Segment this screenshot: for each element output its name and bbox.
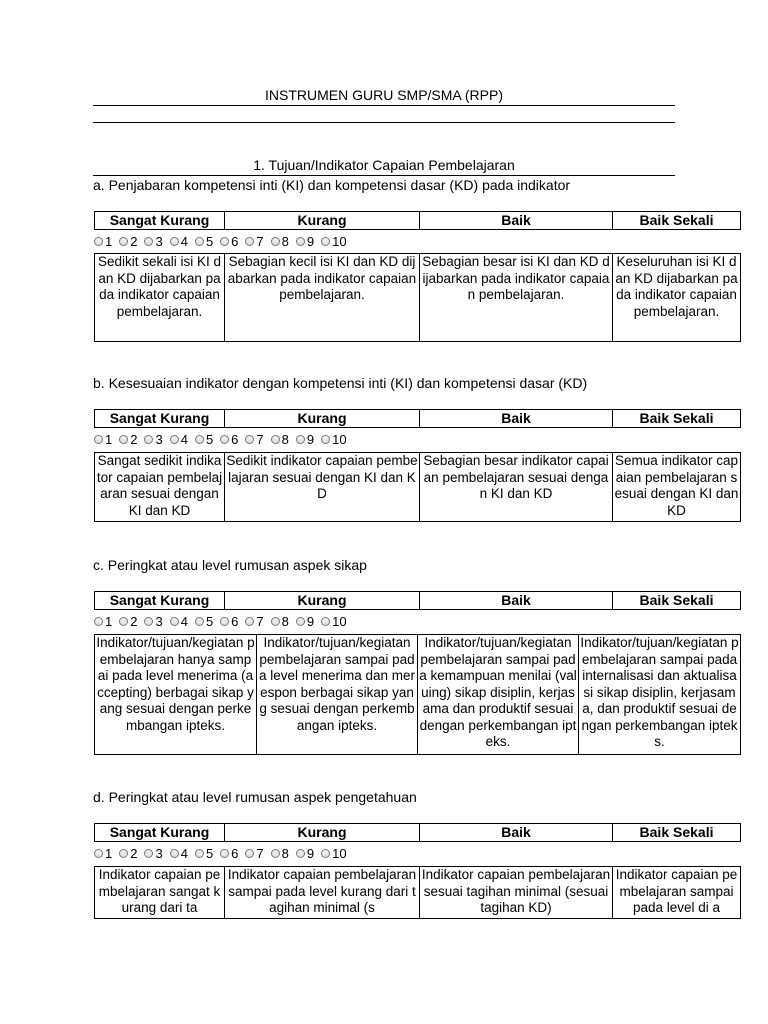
radio-circle-icon[interactable]: [271, 849, 280, 858]
rating-radio-7[interactable]: [245, 432, 267, 447]
radio-number-label: 8: [281, 613, 289, 629]
rating-radio-3[interactable]: [144, 432, 166, 447]
item-c-descriptions: [94, 634, 741, 755]
header-baik-sekali: Baik Sekali: [612, 212, 740, 229]
radio-number-label: 7: [256, 613, 264, 629]
header-kurang: Kurang: [224, 410, 419, 427]
rating-radio-2[interactable]: [119, 432, 141, 447]
radio-circle-icon[interactable]: [144, 617, 153, 626]
rating-radio-6[interactable]: [220, 234, 242, 249]
item-a-scale-header: [94, 211, 741, 230]
desc-sangat-kurang: Indikator capaian pembelajaran sangat kurang dari ta: [98, 867, 221, 915]
desc-kurang: Indikator/tujuan/kegiatan pembelajaran sampai pada level menerima dan merespon berbagai sikap yang sesuai dengan perkembangan ipteks.: [256, 635, 417, 754]
header-baik-sekali: Baik Sekali: [612, 824, 740, 841]
radio-circle-icon[interactable]: [245, 435, 254, 444]
rating-radio-9[interactable]: [296, 846, 318, 861]
radio-number-label: 7: [256, 431, 264, 447]
radio-number-label: 5: [205, 233, 214, 249]
radio-number-label: 6: [231, 845, 239, 861]
rating-radio-1[interactable]: [94, 432, 116, 447]
item-c-heading: c. Peringkat atau level rumusan aspek sikap: [93, 557, 367, 573]
radio-circle-icon[interactable]: [220, 435, 229, 444]
desc-baik-sekali: Semua indikator capaian pembelajaran sesuai dengan KI dan KD: [612, 453, 740, 521]
desc-baik: Sebagian besar indikator capaian pembelajaran sesuai dengan KI dan KD: [419, 453, 612, 521]
rating-radio-5[interactable]: [195, 234, 217, 249]
radio-number-label: 9: [306, 613, 315, 629]
rating-radio-3[interactable]: [144, 846, 166, 861]
radio-circle-icon[interactable]: [170, 617, 179, 626]
radio-number-label: 9: [306, 431, 315, 447]
radio-circle-icon[interactable]: [220, 237, 229, 246]
rating-radio-8[interactable]: [271, 614, 293, 629]
desc-sangat-kurang: Indikator/tujuan/kegiatan pembelajaran hanya sampai pada level menerima (accepting) berbagai sikap yang sesuai dengan perkembangan ipteks.: [96, 635, 255, 733]
header-sangat-kurang: Sangat Kurang: [109, 824, 210, 840]
item-b-scale-header: [94, 409, 741, 428]
item-b-heading: b. Kesesuaian indikator dengan kompetensi inti (KI) dan kompetensi dasar (KD): [93, 375, 588, 391]
radio-number-label: 5: [205, 845, 214, 861]
item-d-heading: d. Peringkat atau level rumusan aspek pengetahuan: [93, 789, 417, 805]
header-baik: Baik: [419, 212, 612, 229]
rating-radio-4[interactable]: [170, 234, 192, 249]
desc-sangat-kurang: Sangat sedikit indikator capaian pembelajaran sesuai dengan KI dan KD: [96, 453, 223, 518]
document-title: INSTRUMEN GURU SMP/SMA (RPP): [264, 87, 503, 103]
radio-circle-icon[interactable]: [271, 237, 280, 246]
radio-circle-icon[interactable]: [296, 849, 305, 858]
radio-number-label: 2: [130, 845, 138, 861]
radio-number-label: 1: [105, 845, 113, 861]
rating-radio-7[interactable]: [245, 614, 267, 629]
header-kurang: Kurang: [224, 824, 419, 841]
desc-baik: Indikator capaian pembelajaran sesuai tagihan minimal (sesuai tagihan KD): [419, 867, 612, 918]
rating-radio-10[interactable]: [321, 614, 350, 629]
radio-circle-icon[interactable]: [296, 617, 305, 626]
rating-radio-5[interactable]: [195, 614, 217, 629]
radio-circle-icon[interactable]: [119, 435, 128, 444]
radio-number-label: 2: [130, 613, 138, 629]
radio-circle-icon[interactable]: [195, 435, 204, 444]
rating-radio-2[interactable]: [119, 846, 141, 861]
rating-radio-5[interactable]: [195, 432, 217, 447]
radio-number-label: 8: [281, 845, 289, 861]
divider: [93, 175, 675, 176]
item-c-scale-header: [94, 591, 741, 610]
radio-number-label: 4: [180, 431, 188, 447]
item-b-descriptions: [94, 452, 741, 522]
radio-circle-icon[interactable]: [195, 849, 204, 858]
rating-radio-1[interactable]: [94, 846, 116, 861]
radio-circle-icon[interactable]: [144, 237, 153, 246]
rating-radio-8[interactable]: [271, 846, 293, 861]
item-d-rating-radios: [94, 845, 354, 861]
header-baik: Baik: [419, 824, 612, 841]
radio-circle-icon[interactable]: [271, 617, 280, 626]
radio-number-label: 10: [332, 845, 347, 861]
radio-number-label: 9: [306, 845, 315, 861]
radio-number-label: 1: [105, 233, 113, 249]
radio-circle-icon[interactable]: [321, 849, 330, 858]
radio-circle-icon[interactable]: [170, 435, 179, 444]
radio-number-label: 3: [155, 613, 163, 629]
desc-sangat-kurang: Sedikit sekali isi KI dan KD dijabarkan pada indikator capaian pembelajaran.: [97, 254, 222, 319]
item-d-scale-header: [94, 823, 741, 842]
rating-radio-1[interactable]: [94, 234, 116, 249]
rating-radio-6[interactable]: [220, 614, 242, 629]
desc-kurang: Sedikit indikator capaian pembelajaran sesuai dengan KI dan KD: [224, 453, 419, 521]
rating-radio-2[interactable]: [119, 614, 141, 629]
radio-circle-icon[interactable]: [94, 237, 103, 246]
radio-number-label: 8: [281, 431, 289, 447]
rating-radio-5[interactable]: [195, 846, 217, 861]
radio-number-label: 6: [231, 233, 239, 249]
rating-radio-8[interactable]: [271, 234, 293, 249]
radio-circle-icon[interactable]: [321, 435, 330, 444]
radio-number-label: 5: [205, 431, 214, 447]
rating-radio-3[interactable]: [144, 614, 166, 629]
radio-number-label: 4: [180, 233, 188, 249]
rating-radio-9[interactable]: [296, 614, 318, 629]
radio-number-label: 10: [332, 431, 347, 447]
rating-radio-9[interactable]: [296, 432, 318, 447]
header-sangat-kurang: Sangat Kurang: [109, 592, 210, 608]
item-d-descriptions: [94, 866, 741, 919]
header-baik: Baik: [419, 592, 612, 609]
radio-circle-icon[interactable]: [195, 237, 204, 246]
radio-number-label: 4: [180, 845, 188, 861]
item-a-rating-radios: [94, 233, 354, 249]
radio-circle-icon[interactable]: [321, 237, 330, 246]
desc-baik-sekali: Indikator/tujuan/kegiatan pembelajaran sampai pada internalisasi dan aktualisasi sikap disiplin, kerjasama, dan produktif sesuai dengan perkembangan ipteks.: [578, 635, 740, 754]
divider: [93, 105, 675, 106]
item-c-rating-radios: [94, 613, 354, 629]
radio-number-label: 10: [332, 233, 347, 249]
rating-radio-1[interactable]: [94, 614, 116, 629]
radio-number-label: 1: [105, 431, 113, 447]
radio-number-label: 7: [256, 233, 264, 249]
radio-circle-icon[interactable]: [170, 849, 179, 858]
radio-circle-icon[interactable]: [245, 237, 254, 246]
rating-radio-4[interactable]: [170, 846, 192, 861]
divider: [93, 122, 675, 123]
radio-number-label: 3: [155, 431, 163, 447]
header-sangat-kurang: Sangat Kurang: [109, 410, 210, 426]
desc-kurang: Sebagian kecil isi KI dan KD dijabarkan pada indikator capaian pembelajaran.: [224, 254, 419, 341]
rating-radio-9[interactable]: [296, 234, 318, 249]
rating-radio-6[interactable]: [220, 846, 242, 861]
radio-circle-icon[interactable]: [296, 435, 305, 444]
radio-number-label: 7: [256, 845, 264, 861]
rating-radio-10[interactable]: [321, 846, 350, 861]
radio-number-label: 3: [155, 233, 163, 249]
radio-circle-icon[interactable]: [94, 617, 103, 626]
radio-circle-icon[interactable]: [94, 849, 103, 858]
header-baik-sekali: Baik Sekali: [612, 410, 740, 427]
radio-circle-icon[interactable]: [245, 617, 254, 626]
radio-circle-icon[interactable]: [94, 435, 103, 444]
radio-number-label: 10: [332, 613, 347, 629]
radio-number-label: 2: [130, 233, 138, 249]
radio-number-label: 3: [155, 845, 163, 861]
radio-circle-icon[interactable]: [144, 435, 153, 444]
radio-number-label: 1: [105, 613, 113, 629]
item-a-heading: a. Penjabaran kompetensi inti (KI) dan kompetensi dasar (KD) pada indikator: [93, 177, 571, 193]
rating-radio-10[interactable]: [321, 432, 350, 447]
radio-circle-icon[interactable]: [195, 617, 204, 626]
desc-kurang: Indikator capaian pembelajaran sampai pada level kurang dari tagihan minimal (s: [224, 867, 419, 918]
item-a-descriptions: [94, 253, 741, 342]
radio-number-label: 9: [306, 233, 315, 249]
radio-number-label: 6: [231, 613, 239, 629]
radio-circle-icon[interactable]: [220, 617, 229, 626]
radio-circle-icon[interactable]: [220, 849, 229, 858]
item-b-rating-radios: [94, 431, 354, 447]
section-title: 1. Tujuan/Indikator Capaian Pembelajaran: [253, 157, 515, 173]
rating-radio-2[interactable]: [119, 234, 141, 249]
radio-circle-icon[interactable]: [271, 435, 280, 444]
radio-number-label: 8: [281, 233, 289, 249]
desc-baik-sekali: Indikator capaian pembelajaran sampai pada level di a: [612, 867, 740, 918]
radio-circle-icon[interactable]: [321, 617, 330, 626]
radio-number-label: 2: [130, 431, 138, 447]
rating-radio-8[interactable]: [271, 432, 293, 447]
header-baik: Baik: [419, 410, 612, 427]
header-sangat-kurang: Sangat Kurang: [109, 212, 210, 228]
radio-circle-icon[interactable]: [170, 237, 179, 246]
header-kurang: Kurang: [224, 592, 419, 609]
desc-baik-sekali: Keseluruhan isi KI dan KD dijabarkan pada indikator capaian pembelajaran.: [612, 254, 740, 341]
radio-circle-icon[interactable]: [296, 237, 305, 246]
rating-radio-6[interactable]: [220, 432, 242, 447]
radio-number-label: 6: [231, 431, 239, 447]
radio-circle-icon[interactable]: [144, 849, 153, 858]
rating-radio-4[interactable]: [170, 432, 192, 447]
rating-radio-7[interactable]: [245, 234, 267, 249]
radio-circle-icon[interactable]: [119, 237, 128, 246]
header-baik-sekali: Baik Sekali: [612, 592, 740, 609]
radio-number-label: 4: [180, 613, 188, 629]
radio-circle-icon[interactable]: [119, 849, 128, 858]
header-kurang: Kurang: [224, 212, 419, 229]
rating-radio-7[interactable]: [245, 846, 267, 861]
radio-circle-icon[interactable]: [245, 849, 254, 858]
rating-radio-10[interactable]: [321, 234, 350, 249]
desc-baik: Sebagian besar isi KI dan KD dijabarkan pada indikator capaian pembelajaran.: [419, 254, 612, 341]
radio-circle-icon[interactable]: [119, 617, 128, 626]
radio-number-label: 5: [205, 613, 214, 629]
rating-radio-3[interactable]: [144, 234, 166, 249]
desc-baik: Indikator/tujuan/kegiatan pembelajaran sampai pada kemampuan menilai (valuing) sikap disiplin, kerjasama dan produktif sesuai dengan perkembangan ipteks.: [417, 635, 578, 754]
rating-radio-4[interactable]: [170, 614, 192, 629]
